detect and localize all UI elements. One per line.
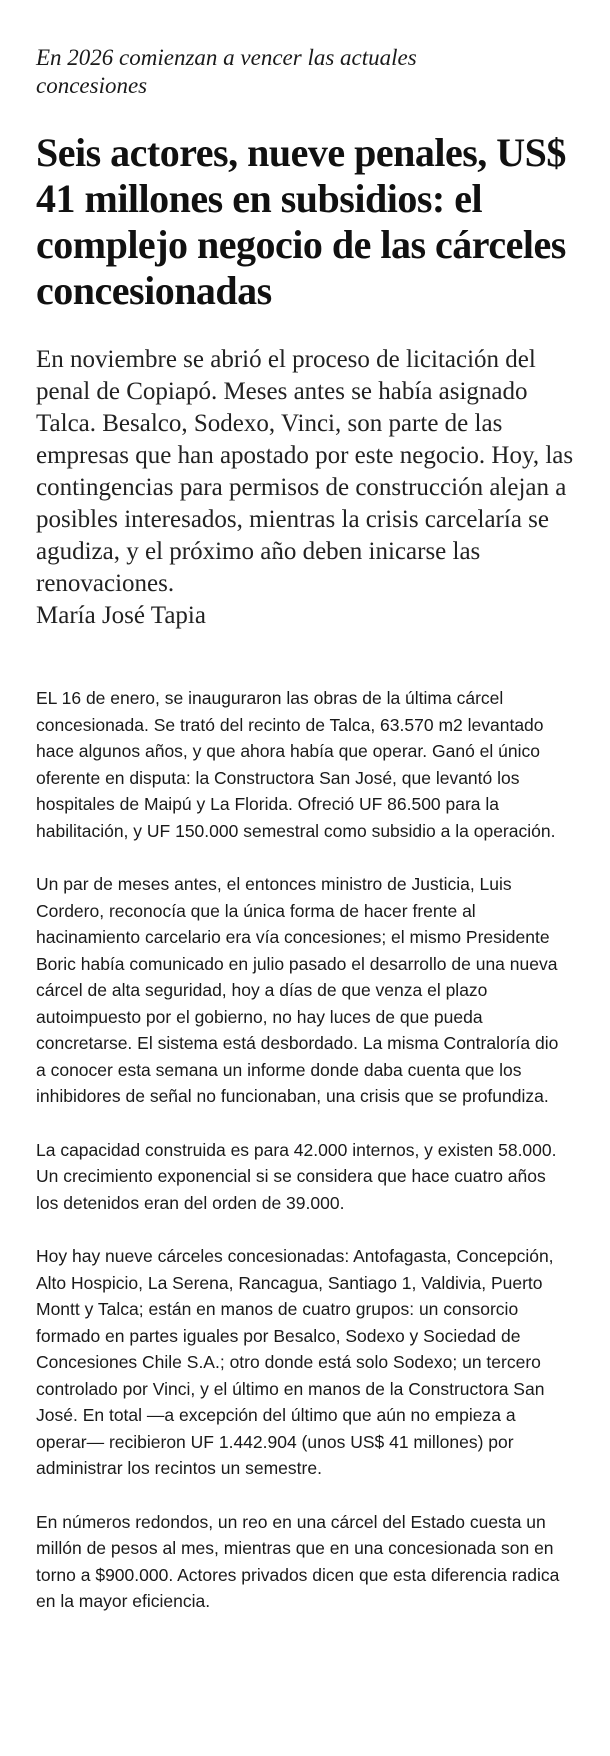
article-deck: En noviembre se abrió el proceso de licitación del penal de Copiapó. Meses antes se había asignado Talca. Besalco, Sodexo, Vinci, son parte de las empresas que han apostado por este negocio. Hoy, las contingencias para permisos de construcción alejan a posibles interesados, mientras la crisis carcelaría se agudiza, y el próximo año deben inicarse las renovaciones.: [36, 346, 574, 597]
body-paragraph: La capacidad construida es para 42.000 internos, y existen 58.000. Un crecimiento exponencial si se considera que hace cuatro años los detenidos eran del orden de 39.000.: [36, 1139, 557, 1213]
body-paragraph: EL 16 de enero, se inauguraron las obras de la última cárcel concesionada. Se trató del recinto de Talca, 63.570 m2 levantado hace algunos años, y que ahora había que operar. Ganó el único oferente en disputa: la Constructora San José, que levantó los hospitales de Maipú y La Florida. Ofreció UF 86.500 para la habilitación, y UF 150.000 semestral como subsidio a la operación.: [36, 688, 556, 841]
body-paragraph: En números redondos, un reo en una cárcel del Estado cuesta un millón de pesos al mes, mientras que en una concesionada son en torno a $900.000. Actores privados dicen que esta diferencia radica en la mayor eficiencia.: [36, 1511, 560, 1611]
body-paragraph: Hoy hay nueve cárceles concesionadas: Antofagasta, Concepción, Alto Hospicio, La Serena, Rancagua, Santiago 1, Valdivia, Puerto Montt y Talca; están en manos de cuatro grupos: un consorcio formado en partes iguales por Besalco, Sodexo y Sociedad de Concesiones Chile S.A.; otro donde está solo Sodexo; un tercero controlado por Vinci, y el último en manos de la Constructora San José. En total —a excepción del último que aún no empieza a operar— recibieron UF 1.442.904 (unos US$ 41 millones) por administrar los recintos un semestre.: [36, 1246, 554, 1478]
article-headline: Seis actores, nueve penales, US$ 41 millones en subsidios: el complejo negocio de las cárceles concesionadas: [36, 130, 566, 313]
article-byline: María José Tapia: [36, 602, 206, 629]
article-body: [36, 685, 576, 1615]
article-kicker: En 2026 comienzan a vencer las actuales concesiones: [36, 45, 417, 98]
body-paragraph: Un par de meses antes, el entonces ministro de Justicia, Luis Cordero, reconocía que la única forma de hacer frente al hacinamiento carcelario era vía concesiones; el mismo Presidente Boric había comunicado en julio pasado el desarrollo de una nueva cárcel de alta seguridad, hoy a días de que venza el plazo autoimpuesto por el gobierno, no hay luces de que pueda concretarse. El sistema está desbordado. La misma Contraloría dio a conocer esta semana un informe donde daba cuenta que los inhibidores de señal no funcionaban, una crisis que se profundiza.: [36, 874, 559, 1106]
news-article: [36, 44, 576, 1642]
